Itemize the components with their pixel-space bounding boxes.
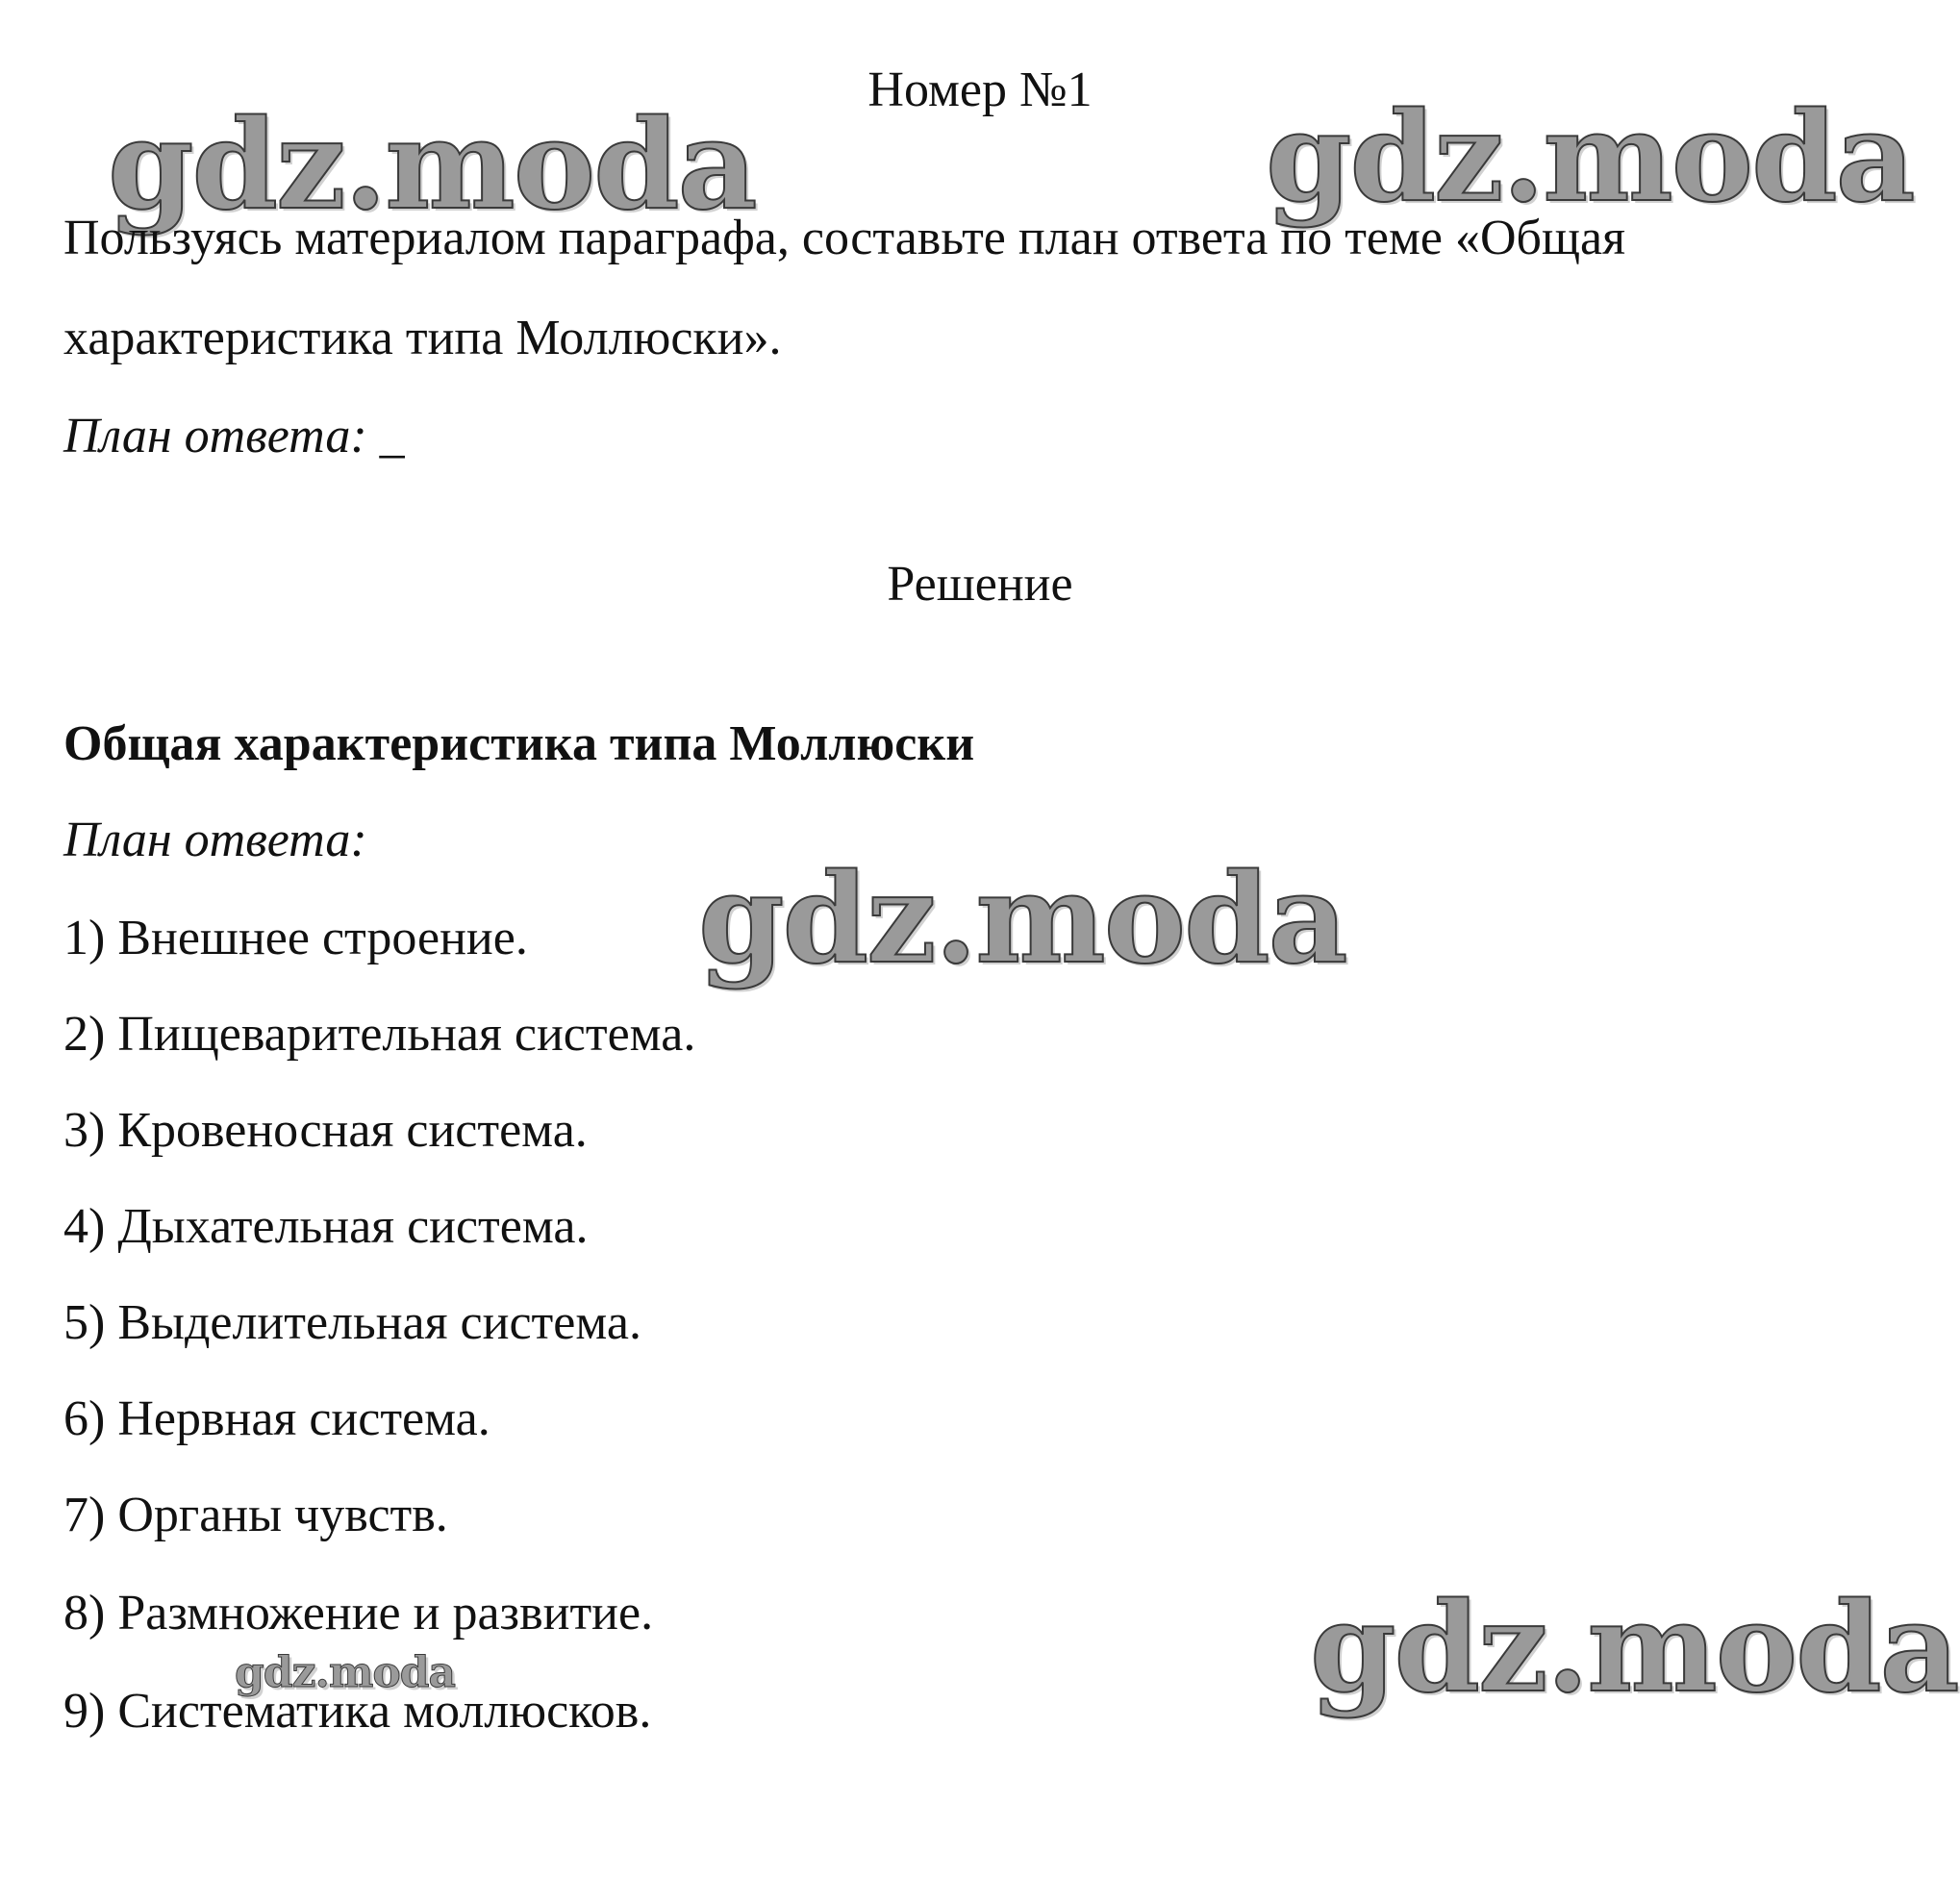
topic-heading: Общая характеристика типа Моллюски [63, 716, 975, 771]
list-item: 4) Дыхательная система. [63, 1199, 589, 1254]
watermark-logo: gdz.moda [1266, 86, 1914, 230]
list-item: 3) Кровеносная система. [63, 1103, 588, 1158]
answer-plan-prompt: План ответа: _ [63, 409, 405, 463]
list-item: 8) Размножение и развитие. [63, 1586, 654, 1640]
task-text-line: Пользуясь материалом параграфа, составьте план ответа по теме «Общая [63, 211, 1626, 265]
list-item: 6) Нервная система. [63, 1391, 490, 1446]
watermark-logo: gdz.moda [108, 93, 756, 238]
list-item: 1) Внешнее строение. [63, 911, 528, 965]
solution-heading: Решение [887, 557, 1073, 612]
task-text-line: характеристика типа Моллюски». [63, 311, 782, 365]
list-item: 7) Органы чувств. [63, 1488, 448, 1542]
list-item: 2) Пищеварительная система. [63, 1007, 696, 1062]
plan-label: План ответа: [63, 813, 367, 867]
watermark-logo: gdz.moda [698, 847, 1346, 991]
list-item: 9) Систематика моллюсков. [63, 1684, 652, 1739]
list-item: 5) Выделительная система. [63, 1295, 641, 1350]
watermark-logo: gdz.moda [235, 1648, 456, 1697]
watermark-logo: gdz.moda [1310, 1576, 1958, 1720]
page-title: Номер №1 [867, 63, 1093, 117]
